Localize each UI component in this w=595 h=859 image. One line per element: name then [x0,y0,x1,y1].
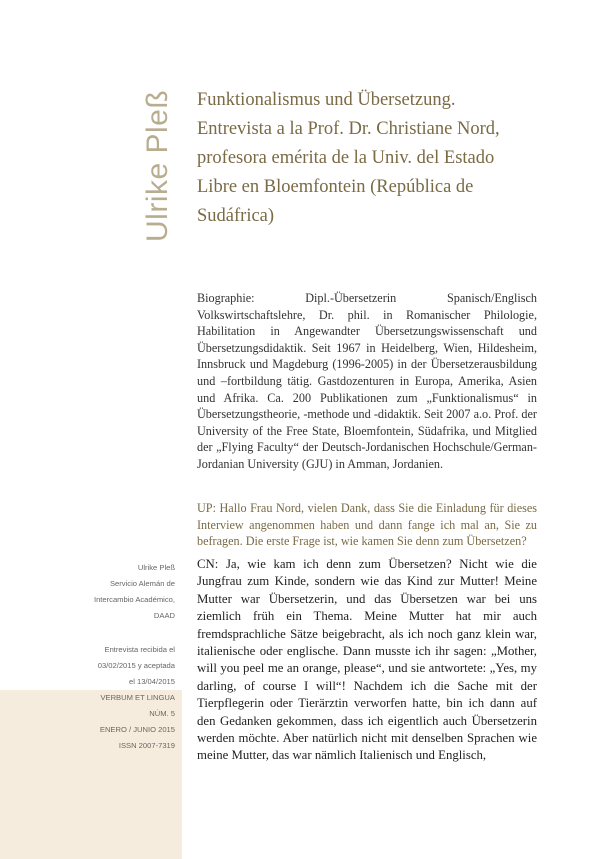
author-name-vertical: Ulrike Pleß [141,89,174,242]
journal-name: VERBUM ET LINGUA [100,693,175,702]
affiliation-name: Ulrike Pleß [137,563,175,572]
title-line: Funktionalismus und Übersetzung. [197,90,456,110]
question-text: Hallo Frau Nord, vielen Dank, dass Sie die Einladung für dieses Interview angenommen haben und dann fange ich mal an, Sie zu befragen. Die erste Frage ist, wie kamen Sie denn zum Übersetzen? [197,501,537,549]
journal-number: NÚM. 5 [149,709,175,718]
title-line: Sudáfrica) [197,206,275,226]
received-line: 03/02/2015 y aceptada [97,661,175,670]
title-line: Libre en Bloemfontein (República de [197,177,474,197]
interview-answer [197,556,537,765]
affiliation-line: Servicio Alemán de [109,579,175,588]
received-dates [25,642,175,690]
answer-text: Ja, wie kam ich denn zum Übersetzen? Nicht wie die Jungfrau zum Kinde, sondern wie das Kind zur Mutter! Meine Mutter war Übersetzerin, und das Übersetzen war bei uns ziemlich früh ein Thema. Meine Mutter hat mir auch fremdsprachliche Sätze beigebracht, als ich noch ganz klein war, italienische oder englische. Dann musste ich ihr sagen: „Mother, will you peel me an orange, please“, und sie antwortete: „Yes, my darling, of course I will“! Nachdem ich die Sache mit der Tierpflegerin oder Tierärztin verworfen hatte, bin ich dann auf den Gedanken gekommen, dass ich eigentlich auch Übersetzerin werden möchte. Aber natürlich nicht mit denselben Sprachen wie meine Mutter, das war nämlich Italienisch und Englisch, [197,557,537,763]
interview-question [197,500,537,550]
speaker-label: UP: [197,501,216,515]
received-line: Entrevista recibida el [104,645,175,654]
author-affiliation [25,560,175,624]
affiliation-line: Intercambio Académico, [93,595,175,604]
journal-date: ENERO / JUNIO 2015 [99,725,175,734]
speaker-label: CN: [197,557,219,571]
biography-paragraph: Biographie: Dipl.-Übersetzerin Spanisch/Englisch Volkswirtschaftslehre, Dr. phil. in Romanischer Philologie, Habilitation in Angewandter Übersetzungswissenschaft und Übersetzungsdidaktik. Seit 1967 in Heidelberg, Wien, Hildesheim, Innsbruck und Magdeburg (1996-2005) in der Übersetzerausbildung und –fortbildung tätig. Gastdozenturen in Europa, Amerika, Asien und Afrika. Ca. 200 Publikationen zum „Funktionalismus“ in Übersetzungstheorie, -methode und -didaktik. Seit 2007 a.o. Prof. der University of the Free State, Bloemfontein, Südafrika, und Mitglied der „Flying Faculty“ der Deutsch-Jordanischen Hochschule/German-Jordanian University (GJU) in Amman, Jordanien. [197,291,537,471]
journal-info [25,690,175,754]
title-line: Entrevista a la Prof. Dr. Christiane Nord, [197,119,500,139]
received-line: el 13/04/2015 [128,677,175,686]
journal-issn: ISSN 2007-7319 [118,741,175,750]
article-title [197,86,542,231]
title-line: profesora emérita de la Univ. del Estado [197,148,495,168]
affiliation-line: DAAD [153,611,175,620]
